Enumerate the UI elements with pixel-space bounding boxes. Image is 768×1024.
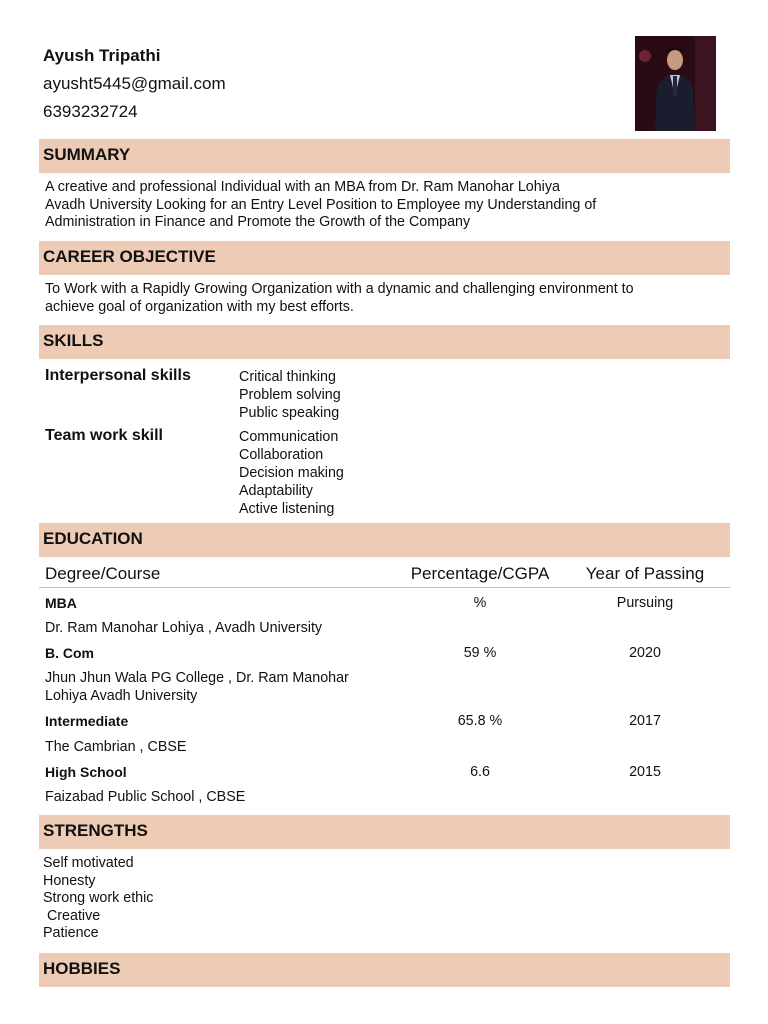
skill-item: Public speaking [239,405,340,421]
strength-item: Self motivated [43,855,134,871]
strengths-list [43,855,153,943]
institution-line: Lohiya Avadh University [45,688,198,704]
degree-name: MBA [45,595,77,611]
objective-line: achieve goal of organization with my best efforts. [45,298,354,315]
degree-name: Intermediate [45,713,129,729]
skill-item: Active listening [239,501,335,517]
institution-line: Jhun Jhun Wala PG College , Dr. Ram Manohar [45,670,349,686]
skill-item: Adaptability [239,483,313,499]
interpersonal-skills-list [239,368,341,422]
skill-item: Collaboration [239,447,324,463]
degree-name: B. Com [45,645,94,661]
summary-heading: SUMMARY [43,145,131,164]
institution-line: The Cambrian , CBSE [45,739,187,755]
email-text: ayusht5445@gmail.com [43,74,226,93]
hobbies-band [39,953,730,987]
summary-line: A creative and professional Individual with an MBA from Dr. Ram Manohar Lohiya [45,179,560,195]
degree-column-header: Degree/Course [45,564,161,583]
strength-item: Strong work ethic [43,890,154,906]
career-objective-band [39,241,730,275]
degree-year: 2017 [629,713,661,729]
interpersonal-skills-heading: Interpersonal skills [45,367,191,384]
degree-percentage: 59 % [463,645,497,661]
summary-line: Avadh University Looking for an Entry Level Position to Employee my Understanding of [45,196,597,213]
skills-band [39,325,730,359]
profile-photo [635,36,716,131]
hobbies-heading: HOBBIES [43,959,121,978]
summary-line: Administration in Finance and Promote the Growth of the Company [45,214,471,230]
percentage-column-header: Percentage/CGPA [410,564,550,583]
education-heading: EDUCATION [43,529,143,548]
year-column-header: Year of Passing [585,564,705,583]
strength-item: Creative [43,907,101,924]
degree-institution [45,788,395,806]
education-header-divider [39,587,730,588]
degree-name: High School [45,764,127,780]
strength-item: Honesty [43,872,96,889]
teamwork-skills-list [239,428,344,518]
institution-line: Faizabad Public School , CBSE [45,789,246,805]
degree-year: 2020 [629,645,661,661]
strength-item: Patience [43,925,99,941]
teamwork-skills-heading: Team work skill [45,427,163,444]
strengths-band [39,815,730,849]
degree-percentage: 65.8 % [457,713,503,729]
institution-line: Dr. Ram Manohar Lohiya , Avadh University [45,620,323,636]
degree-institution [45,619,395,637]
phone-text: 6393232724 [43,102,138,121]
degree-year: 2015 [629,764,661,780]
degree-percentage: % [473,595,487,611]
degree-year: Pursuing [616,595,674,611]
career-objective-heading: CAREER OBJECTIVE [43,247,216,266]
degree-institution [45,669,395,705]
degree-percentage: 6.6 [470,764,490,780]
skill-item: Critical thinking [239,369,336,385]
strengths-heading: STRENGTHS [43,821,148,840]
skill-item: Problem solving [239,387,341,403]
candidate-name: Ayush Tripathi [43,46,161,65]
summary-text [45,179,730,232]
summary-band [39,139,730,173]
objective-text [45,281,730,316]
skill-item: Communication [239,429,339,445]
objective-line: To Work with a Rapidly Growing Organization with a dynamic and challenging environment to [45,281,634,297]
degree-institution [45,738,395,756]
skill-item: Decision making [239,465,344,481]
education-band [39,523,730,557]
skills-heading: SKILLS [43,331,104,350]
